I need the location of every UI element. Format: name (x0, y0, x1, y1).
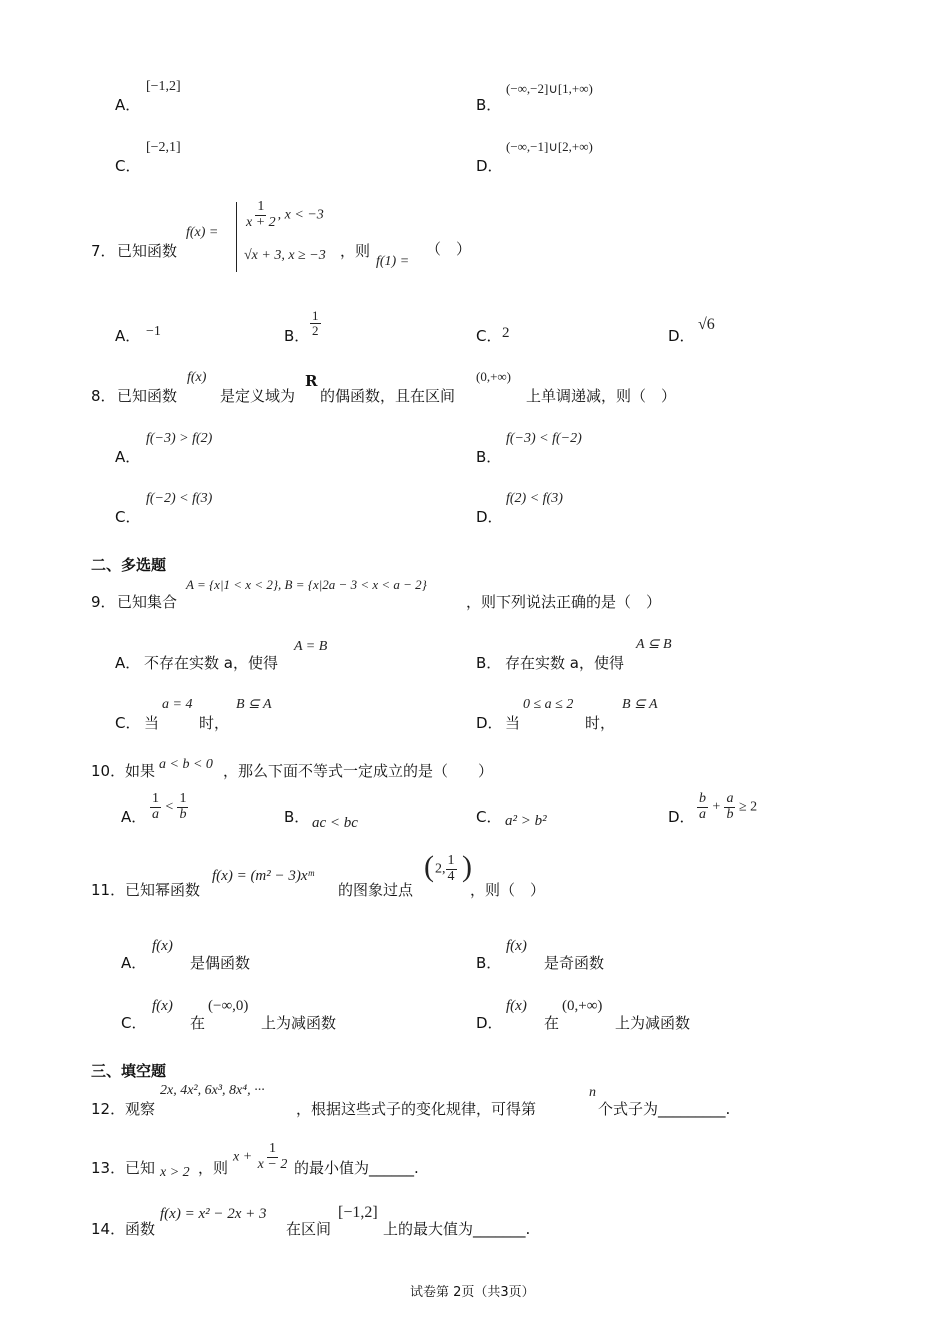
q14-text-2: 在区间 (286, 1220, 332, 1238)
q8-text-4: 上单调递减，则（ ） (526, 387, 677, 405)
q12-number: 12． (91, 1100, 126, 1118)
q7-case2: √x + 3, x ≥ −3 (244, 248, 326, 263)
q10-cond: a < b < 0 (159, 757, 213, 772)
q7-number: 7． (91, 242, 116, 260)
q11-option-a-label: A． (121, 954, 147, 972)
q7-option-d-expr: √6 (698, 316, 715, 333)
q12-text-1: 观察 (125, 1100, 156, 1118)
page-footer: 试卷第 2页（共3页） (410, 1285, 535, 1300)
q11-option-d-interval: (0,+∞) (562, 998, 603, 1014)
q9-option-c-label: C． (115, 714, 141, 732)
q11-option-c-interval: (−∞,0) (208, 998, 249, 1014)
q10-option-a-expr: $\frac{1}{a}$ < $\frac{1}{b}$ (152, 791, 187, 822)
q11-option-c-text-2: 上为减函数 (261, 1014, 337, 1032)
q8-fx: f(x) (187, 370, 207, 385)
q8-text-2: 是定义域为 (220, 387, 296, 405)
q9-option-c-expr: B ⊆ A (236, 697, 272, 712)
q8-option-a-label: A． (115, 448, 141, 466)
q7-then: ，则 (340, 242, 371, 260)
q9-option-b-expr: A ⊆ B (636, 637, 672, 652)
q9-option-c-text-1: 当 (144, 714, 160, 732)
q9-number: 9． (91, 593, 116, 611)
q11-text-3: ，则（ ） (470, 881, 546, 899)
q8-option-b-label: B． (476, 448, 502, 466)
q14-function: f(x) = x² − 2x + 3 (160, 1206, 267, 1222)
section-multiple-choice-heading: 二、多选题 (91, 556, 167, 574)
q6-option-d-label: D． (476, 157, 503, 175)
q11-option-c-label: C． (121, 1014, 147, 1032)
q6-option-a-label: A． (115, 96, 141, 114)
q11-option-d-fx: f(x) (506, 998, 527, 1014)
q8-option-d-expr: f(2) < f(3) (506, 491, 563, 506)
q9-option-c-cond: a = 4 (162, 697, 193, 712)
q8-option-c-expr: f(−2) < f(3) (146, 491, 213, 506)
q12-text-2: ，根据这些式子的变化规律，可得第 (296, 1100, 537, 1118)
q11-option-c-text-1: 在 (190, 1014, 206, 1032)
q7-case1: $\frac{1}{x + 2}$ , x < −3 (246, 199, 324, 230)
q13-text-2: ，则 (198, 1159, 229, 1177)
q11-option-b-text: 是奇函数 (544, 954, 605, 972)
q11-option-c-fx: f(x) (152, 998, 173, 1014)
q9-option-a-label: A． (115, 654, 141, 672)
q7-f1: f(1) = (376, 254, 410, 269)
q11-point-close-paren: ) (462, 850, 472, 883)
q7-fx: f(x) = (186, 225, 219, 240)
q7-option-a-label: A． (115, 327, 141, 345)
q10-text-1: 如果 (125, 762, 156, 780)
q11-option-d-text-1: 在 (544, 1014, 560, 1032)
q9-option-d-label: D． (476, 714, 503, 732)
q9-option-d-text-2: 时， (585, 714, 616, 732)
q8-real-set: R (305, 372, 318, 390)
q11-number: 11． (91, 881, 126, 899)
q11-point-open-paren: ( (424, 850, 434, 883)
q14-text-1: 函数 (125, 1220, 156, 1238)
q10-option-a-label: A． (121, 808, 147, 826)
q13-text-1: 已知 (125, 1159, 156, 1177)
q9-option-b-text: 存在实数 a，使得 (505, 654, 624, 672)
q7-option-a-expr: −1 (146, 324, 161, 339)
q14-number: 14． (91, 1220, 126, 1238)
q7-lead: 已知函数 (117, 242, 178, 260)
q6-option-c-expr: [−2,1] (146, 140, 181, 155)
q7-option-b-label: B． (284, 327, 310, 345)
q12-sequence: 2x, 4x², 6x³, 8x⁴, ··· (160, 1083, 265, 1098)
q14-interval: [−1,2] (338, 1204, 378, 1221)
q10-text-2: ，那么下面不等式一定成立的是（ ） (223, 762, 494, 780)
q10-option-d-expr: $\frac{b}{a}$ + $\frac{a}{b}$ ≥ 2 (699, 791, 758, 822)
q9-option-c-text-2: 时， (199, 714, 230, 732)
q11-option-d-text-2: 上为减函数 (615, 1014, 691, 1032)
q8-option-a-expr: f(−3) > f(2) (146, 431, 213, 446)
q11-option-a-text: 是偶函数 (190, 954, 251, 972)
q9-option-d-text-1: 当 (505, 714, 521, 732)
q8-text-1: 已知函数 (117, 387, 178, 405)
q11-text-1: 已知幂函数 (125, 881, 201, 899)
q9-option-b-label: B． (476, 654, 502, 672)
q13-expression: x + $\frac{1}{x - 2}$ (233, 1141, 288, 1172)
q14-text-3: 上的最大值为_______. (383, 1220, 531, 1238)
q12-n: n (589, 1085, 596, 1100)
q6-option-a-expr: [−1,2] (146, 79, 181, 94)
q9-text-2: ，则下列说法正确的是（ ） (466, 593, 662, 611)
q6-option-b-expr: (−∞,−2]∪[1,+∞) (506, 81, 593, 96)
q9-sets: A = {x|1 < x < 2}, B = {x|2a − 3 < x < a − 2} (186, 577, 427, 592)
section-fill-in-heading: 三、填空题 (91, 1062, 167, 1080)
q11-text-2: 的图象过点 (338, 881, 414, 899)
q6-option-c-label: C． (115, 157, 141, 175)
q7-option-c-expr: 2 (502, 325, 510, 341)
q7-option-b-frac: $\frac{1}{2}$ (312, 308, 319, 338)
q8-option-c-label: C． (115, 508, 141, 526)
q8-number: 8． (91, 387, 116, 405)
q13-text-3: 的最小值为______. (294, 1159, 419, 1177)
q11-option-b-fx: f(x) (506, 938, 527, 954)
q10-option-c-label: C． (476, 808, 502, 826)
q10-option-d-label: D． (668, 808, 695, 826)
q9-option-d-expr: B ⊆ A (622, 697, 658, 712)
q11-option-a-fx: f(x) (152, 938, 173, 954)
q10-number: 10． (91, 762, 126, 780)
q7-answer-paren: （ ） (426, 240, 472, 258)
q7-option-d-label: D． (668, 327, 695, 345)
q7-piecewise-brace (236, 202, 243, 272)
q9-option-a-expr: A = B (294, 639, 328, 654)
q9-option-d-cond: 0 ≤ a ≤ 2 (523, 697, 574, 712)
q10-option-b-label: B． (284, 808, 310, 826)
q6-option-d-expr: (−∞,−1]∪[2,+∞) (506, 139, 593, 154)
q11-point: 2, $\frac{1}{4}$ (435, 853, 455, 884)
q13-number: 13． (91, 1159, 126, 1177)
q8-option-d-label: D． (476, 508, 503, 526)
q9-text-1: 已知集合 (117, 593, 178, 611)
q8-text-3: 的偶函数，且在区间 (320, 387, 456, 405)
q11-function: f(x) = (m² − 3)xᵐ (212, 868, 314, 884)
q11-option-b-label: B． (476, 954, 502, 972)
q9-option-a-text: 不存在实数 a，使得 (144, 654, 278, 672)
q8-option-b-expr: f(−3) < f(−2) (506, 431, 582, 446)
q8-interval: (0,+∞) (476, 369, 512, 384)
q13-cond: x > 2 (160, 1165, 190, 1180)
q11-option-d-label: D． (476, 1014, 503, 1032)
q12-text-3: 个式子为_________. (598, 1100, 731, 1118)
q10-option-c-expr: a² > b² (505, 813, 547, 829)
q6-option-b-label: B． (476, 96, 502, 114)
q7-option-c-label: C． (476, 327, 502, 345)
q10-option-b-expr: ac < bc (312, 815, 358, 831)
